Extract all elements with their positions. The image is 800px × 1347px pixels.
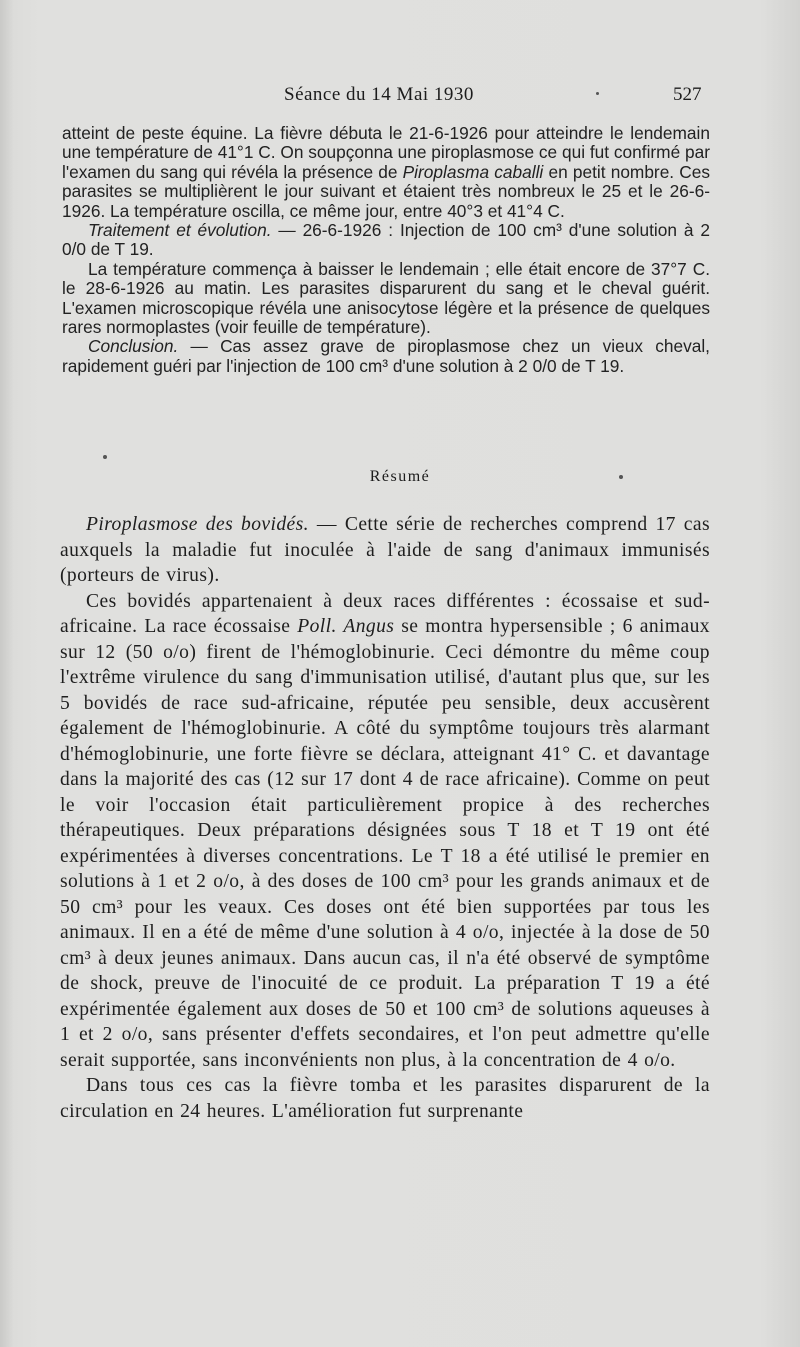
case-report-block — [62, 124, 710, 376]
case-text: atteint de peste équine. La fièvre débuta le 21-6-1926 pour atteindre le lendemain une température de 41°1 C. On soupçonna une piroplasmose ce qui fut confirmé par l'examen du sang qui révéla la présence de — [62, 123, 710, 182]
summary-paragraph-3 — [60, 1073, 710, 1124]
treatment-heading: Traitement et évolution. — [88, 220, 272, 241]
summary-block — [60, 512, 710, 1124]
page-number: 527 — [673, 84, 702, 105]
running-title: Séance du 14 Mai 1930 — [284, 84, 474, 105]
conclusion-heading: Conclusion. — [88, 336, 179, 357]
species-name: Piroplasma caballi — [402, 161, 544, 182]
case-text-end: en petit nombre. Ces parasites se multiplièrent le jour suivant et étaient très nombreux le 25 et le 26-6-1926. La température oscilla, ce même jour, entre 40°3 et 41°4 C. — [62, 161, 711, 221]
summary-paragraph-2 — [60, 589, 710, 1074]
summary-text-2-start: Ces bovidés appartenaient à deux races différentes : écossaise et sud-africaine. La race écossaise — [60, 590, 710, 637]
conclusion-paragraph — [62, 337, 710, 376]
summary-text-3: Dans tous ces cas la fièvre tomba et les parasites disparurent de la circulation en 24 heures. L'amélioration fut surprenante — [60, 1075, 710, 1122]
section-title-resume: Résumé — [369, 468, 431, 485]
scan-speck — [103, 455, 107, 459]
scan-speck — [596, 92, 599, 95]
page-header — [0, 78, 800, 108]
scan-speck — [619, 475, 623, 479]
conclusion-text: — Cas assez grave de piroplasmose chez un vieux cheval, rapidement guéri par l'injection de 100 cm³ d'une solution à 2 0/0 de T 19. — [62, 336, 710, 376]
treatment-paragraph — [62, 221, 710, 260]
summary-text-2-end: se montra hypersensible ; 6 animaux sur 12 (50 o/o) firent de l'hémoglobinurie. Ceci démontre du même coup l'extrême virulence du sang d'immunisation utilisé, d'autant plus que, sur les 5 bovidés de race sud-africaine, réputée peu sensible, deux accusèrent également de l'hémoglobinurie. A côté du symptôme toujours très alarmant d'hémoglobinurie, une forte fièvre se déclara, atteignant 41° C. et davantage dans la majorité des cas (12 sur 17 dont 4 de race africaine). Comme on peut le voir l'occasion était particulièrement propice à des recherches thérapeutiques. Deux préparations désignées sous T 18 et T 19 ont été expérimentées à diverses concentrations. Le T 18 a été utilisé le premier en solutions à 1 et 2 o/o, à des doses de 100 cm³ pour les grands animaux et de 50 cm³ pour les veaux. Ces doses ont été bien supportées par tous les animaux. Il en a été de même d'une solution à 4 o/o, injectée à la dose de 50 cm³ à deux jeunes animaux. Dans aucun cas, il n'a été observé de symptôme de shock, preuve de l'inocuité de ce produit. La préparation T 19 a été expérimentée également aux doses de 50 et 100 cm³ de solutions aqueuses à 1 et 2 o/o, sans présenter d'effets secondaires, et l'on peut admettre qu'elle serait supportée, sans inconvénients non plus, à la concentration de 4 o/o. — [60, 616, 711, 1071]
case-paragraph-1 — [62, 124, 710, 221]
summary-text-1: — Cette série de recherches comprend 17 cas auxquels la maladie fut inoculée à l'aide de sang d'animaux immunisés (porteurs de virus). — [60, 514, 710, 586]
breed-name: Poll. Angus — [297, 616, 395, 637]
treatment-text: — 26-6-1926 : Injection de 100 cm³ d'une solution à 2 0/0 de T 19. — [62, 220, 710, 260]
summary-heading: Piroplasmose des bovidés. — [86, 514, 309, 535]
evolution-text: La température commença à baisser le lendemain ; elle était encore de 37°7 C. le 28-6-1926 au matin. Les parasites disparurent du sang et le cheval guérit. L'examen microscopique révéla une anisocytose légère et la présence de quelques rares normoplastes (voir feuille de température). — [62, 258, 710, 338]
summary-paragraph-1 — [60, 512, 710, 589]
evolution-paragraph — [62, 260, 710, 338]
